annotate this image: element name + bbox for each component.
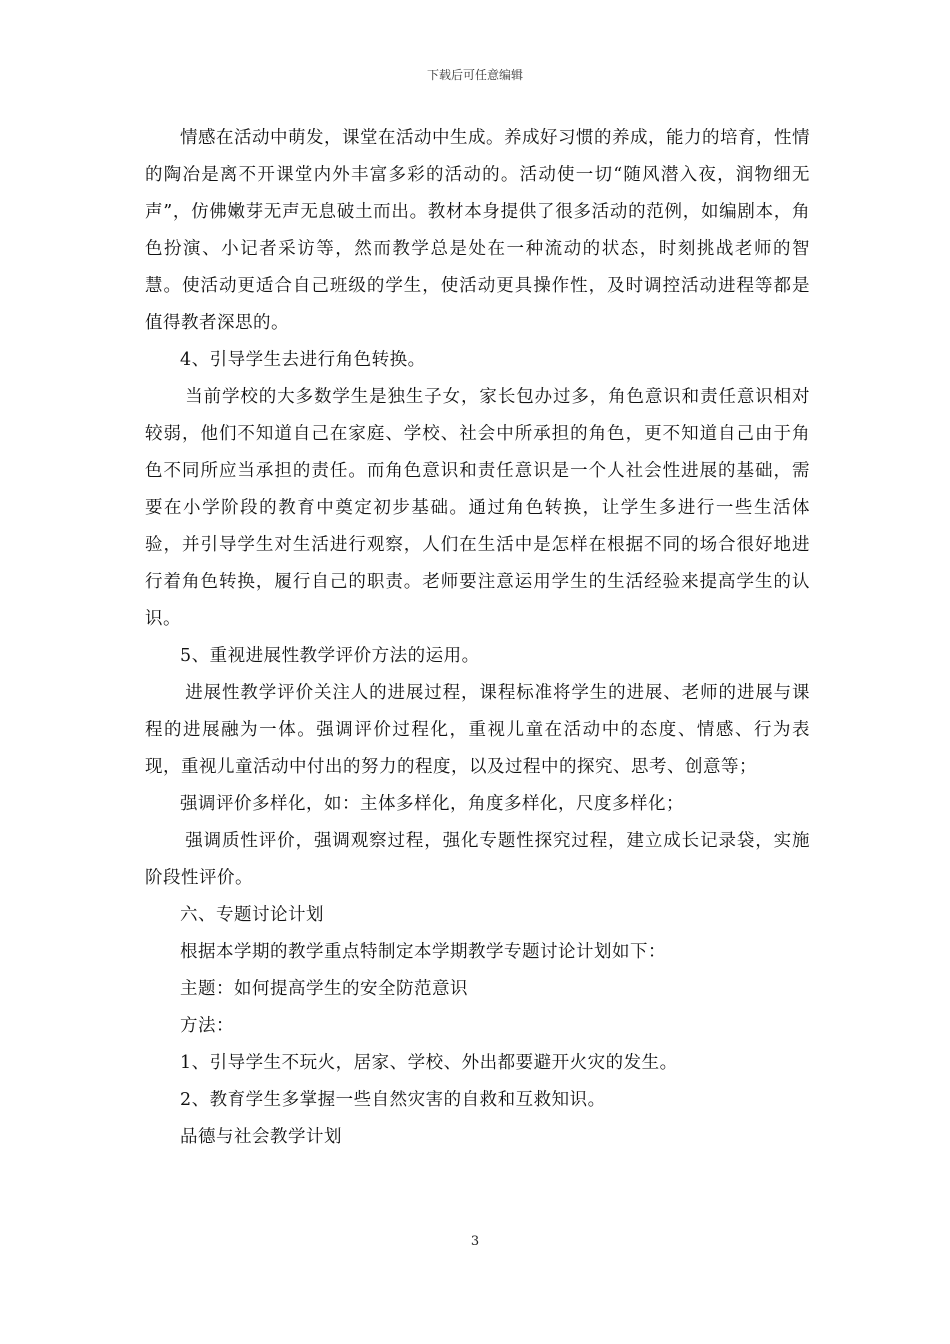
paragraph-activities: 情感在活动中萌发，课堂在活动中生成。养成好习惯的养成，能力的培育，性情的陶冶是离不开课堂内外丰富多彩的活动的。活动使一切“随风潜入夜，润物细无声”，仿佛嫩芽无声无息破土而出。教材本身提供了很多活动的范例，如编剧本，角色扮演、小记者采访等，然而教学总是处在一种流动的状态，时刻挑战老师的智慧。使活动更适合自己班级的学生，使活动更具操作性，及时调控活动进程等都是值得教者深思的。 — [145, 128, 810, 333]
paragraph-topic: 主题：如何提高学生的安全防范意识 — [180, 979, 468, 999]
paragraph-evaluation-diversity: 强调评价多样化，如：主体多样化，角度多样化，尺度多样化； — [180, 794, 684, 814]
paragraph-method-label: 方法： — [180, 1016, 234, 1036]
heading-topic-discussion-plan: 六、专题讨论计划 — [180, 905, 324, 925]
list-item-disaster-knowledge: 2、教育学生多掌握一些自然灾害的自救和互救知识。 — [180, 1090, 606, 1110]
page-header: 下载后可任意编辑 — [426, 68, 523, 82]
page-number: 3 — [470, 1234, 480, 1249]
paragraph-qualitative-evaluation: 强调质性评价，强调观察过程，强化专题性探究过程，建立成长记录袋，实施阶段性评价。 — [145, 831, 810, 888]
heading-role-switch: 4、引导学生去进行角色转换。 — [180, 350, 426, 370]
heading-developmental-evaluation: 5、重视进展性教学评价方法的运用。 — [180, 646, 480, 666]
document-body — [145, 120, 810, 1156]
list-item-fire-safety: 1、引导学生不玩火，居家、学校、外出都要避开火灾的发生。 — [180, 1053, 678, 1073]
paragraph-section-title: 品德与社会教学计划 — [180, 1127, 342, 1147]
paragraph-plan-intro: 根据本学期的教学重点特制定本学期教学专题讨论计划如下： — [180, 942, 666, 962]
paragraph-evaluation-process: 进展性教学评价关注人的进展过程，课程标准将学生的进展、老师的进展与课程的进展融为一体。强调评价过程化，重视儿童在活动中的态度、情感、行为表现，重视儿童活动中付出的努力的程度，以及过程中的探究、思考、创意等； — [145, 683, 810, 777]
paragraph-role-awareness: 当前学校的大多数学生是独生子女，家长包办过多，角色意识和责任意识相对较弱，他们不知道自己在家庭、学校、社会中所承担的角色，更不知道自己由于角色不同所应当承担的责任。而角色意识和责任意识是一个人社会性进展的基础，需要在小学阶段的教育中奠定初步基础。通过角色转换，让学生多进行一些生活体验，并引导学生对生活进行观察，人们在生活中是怎样在根据不同的场合很好地进行着角色转换，履行自己的职责。老师要注意运用学生的生活经验来提高学生的认识。 — [145, 387, 810, 629]
